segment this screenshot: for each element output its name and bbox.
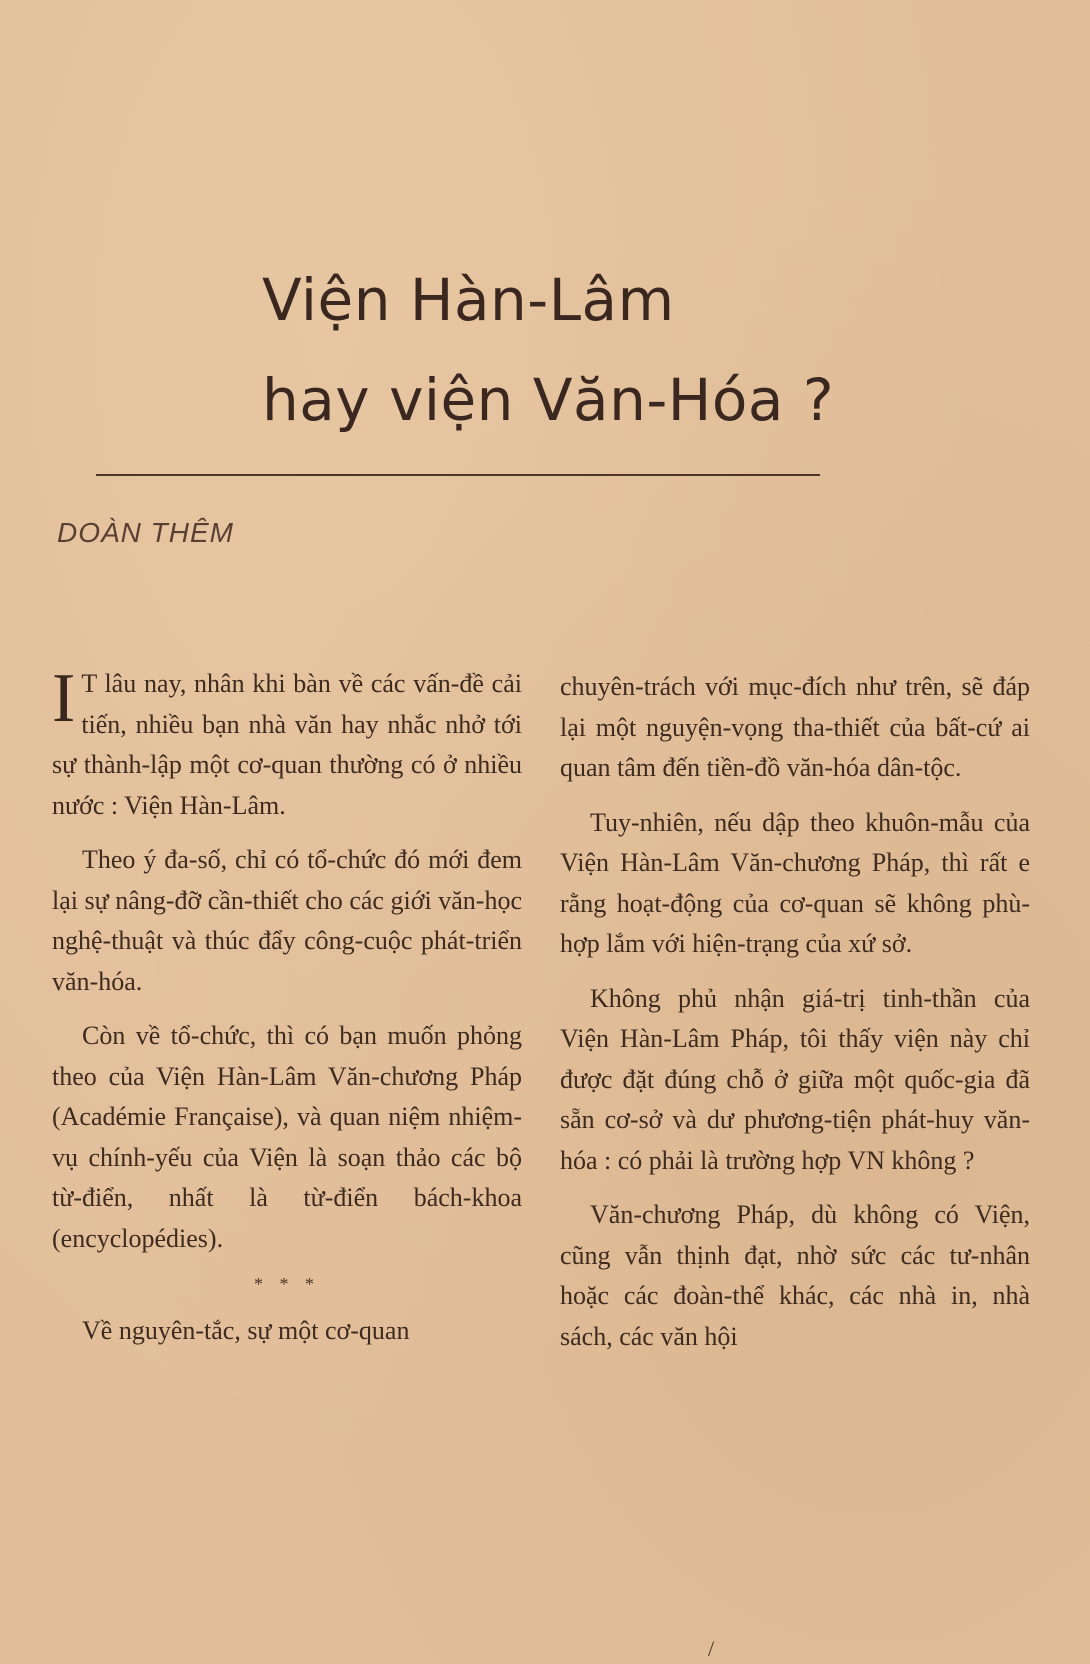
author-byline: DOÀN THÊM: [57, 517, 234, 548]
drop-cap: I: [52, 660, 76, 737]
section-separator: * * *: [254, 1274, 320, 1294]
right-column: [560, 667, 1030, 1371]
title-line-2: hay viện Văn-Hóa ?: [262, 366, 835, 434]
paragraph-2: Theo ý đa-số, chỉ có tổ-chức đó mới đem lại sự nâng-đỡ cần-thiết cho các giới văn-học nghệ-thuật và thúc đẩy công-cuộc phát-triển văn-hóa.: [52, 845, 522, 996]
paragraph-7: Không phủ nhận giá-trị tinh-thần của Viện Hàn-Lâm Pháp, tôi thấy viện này chỉ được đặt đúng chỗ ở giữa một quốc-gia đã sẵn cơ-sở và dư phương-tiện phát-huy văn-hóa : có phải là trường hợp VN không ?: [560, 983, 1030, 1175]
title-line-1: Viện Hàn-Lâm: [262, 266, 675, 334]
article-title: [262, 250, 834, 450]
left-column: [52, 660, 522, 1366]
title-divider: [96, 474, 820, 476]
paragraph-4: Về nguyên-tắc, sự một cơ-quan: [82, 1316, 410, 1345]
page-mark: /: [708, 1636, 715, 1661]
paragraph-1: [52, 660, 522, 826]
paragraph-3: Còn về tổ-chức, thì có bạn muốn phỏng theo của Viện Hàn-Lâm Văn-chương Pháp (Académie Française), và quan niệm nhiệm-vụ chính-yếu của Viện là soạn thảo các bộ từ-điển, nhất là từ-điển bách-khoa (encyclopédies).: [52, 1021, 522, 1253]
paragraph-5: chuyên-trách với mục-đích như trên, sẽ đáp lại một nguyện-vọng tha-thiết của bất-cứ ai quan tâm đến tiền-đồ văn-hóa dân-tộc.: [560, 672, 1030, 782]
paragraph-6: Tuy-nhiên, nếu dập theo khuôn-mẫu của Viện Hàn-Lâm Văn-chương Pháp, thì rất e rằng hoạt-động của cơ-quan sẽ không phù-hợp lắm với hiện-trạng của xứ sở.: [560, 807, 1030, 958]
paragraph-8: Văn-chương Pháp, dù không có Viện, cũng vẫn thịnh đạt, nhờ sức các tư-nhân hoặc các đoàn-thể khác, các nhà in, nhà sách, các văn hội: [560, 1200, 1030, 1351]
paragraph-1-text: T lâu nay, nhân khi bàn về các vấn-đề cải tiến, nhiều bạn nhà văn hay nhắc nhở tới sự thành-lập một cơ-quan thường có ở nhiều nước : Viện Hàn-Lâm.: [52, 669, 522, 820]
